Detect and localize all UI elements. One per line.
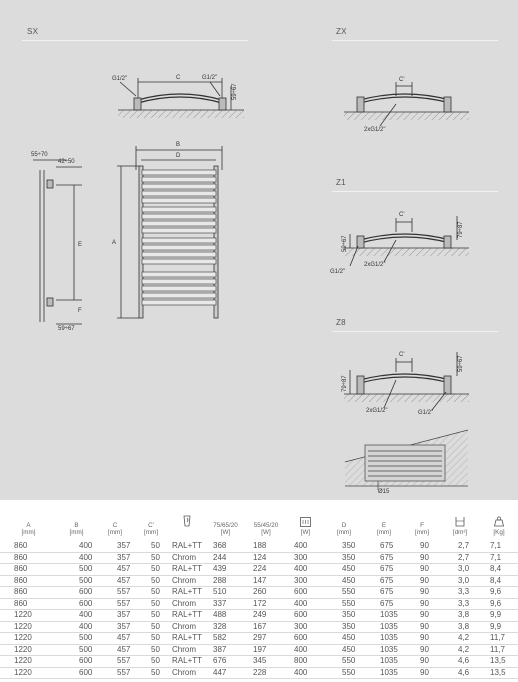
table-cell: RAL+TT (168, 633, 206, 645)
table-cell: 860 (0, 575, 57, 587)
table-cell: 3,8 (440, 610, 480, 622)
table-cell: 860 (0, 587, 57, 599)
sx-side-view (33, 160, 82, 324)
table-cell: 9,6 (480, 598, 518, 610)
heating-element-icon (300, 517, 311, 527)
sx-rail (142, 191, 216, 196)
table-cell: 500 (57, 633, 96, 645)
table-cell: 124 (245, 552, 287, 564)
table-cell: 1035 (364, 656, 404, 668)
table-cell: 9,6 (480, 587, 518, 599)
table-cell: 50 (134, 575, 168, 587)
header-a: A (26, 522, 31, 529)
table-cell: 400 (287, 541, 324, 552)
z1-59-67-label: 59÷67 (342, 235, 348, 252)
header-d: D (341, 522, 347, 529)
sx-f-label: F (78, 308, 82, 314)
table-cell: 1220 (0, 667, 57, 679)
table-cell: 557 (96, 656, 134, 668)
sx-rail (142, 279, 216, 284)
table-cell: 675 (364, 541, 404, 552)
table-cell: 50 (134, 656, 168, 668)
table-cell: 510 (206, 587, 245, 599)
unit-d: [mm] (337, 529, 351, 536)
table-cell: 676 (206, 656, 245, 668)
sx-rail (142, 252, 216, 257)
header-output-55: 55/45/20 (253, 522, 279, 529)
sx-59-67-label: 59÷67 (58, 326, 75, 332)
table-cell: 350 (324, 621, 364, 633)
table-cell: 500 (57, 575, 96, 587)
header-output-75: 75/65/20 (213, 522, 238, 529)
table-cell: 350 (324, 541, 364, 552)
table-cell: 400 (287, 644, 324, 656)
z1-2xg12-label: 2xG1/2" (364, 262, 386, 268)
table-cell: 457 (96, 633, 134, 645)
table-cell: 7,1 (480, 552, 518, 564)
sx-g12-left-label: G1/2" (112, 76, 128, 82)
table-cell: 4,2 (440, 644, 480, 656)
table-cell: RAL+TT (168, 541, 206, 552)
table-cell: 800 (287, 656, 324, 668)
table-cell: 1035 (364, 644, 404, 656)
table-cell: 1035 (364, 610, 404, 622)
table-cell: 297 (245, 633, 287, 645)
header-c-prime: C' (148, 522, 154, 529)
table-row (0, 598, 518, 610)
table-cell: 1035 (364, 633, 404, 645)
table-cell: 1220 (0, 644, 57, 656)
unit-finish (168, 529, 206, 541)
table-cell: 2,7 (440, 541, 480, 552)
unit-f: [mm] (415, 529, 429, 536)
table-row (0, 575, 518, 587)
table-row (0, 587, 518, 599)
unit-output-55: [W] (261, 529, 271, 536)
table-cell: 90 (404, 656, 440, 668)
table-cell: 400 (57, 552, 96, 564)
table-cell: 675 (364, 564, 404, 576)
sx-rail (142, 221, 216, 226)
sx-rail (142, 286, 216, 291)
table-cell: 350 (324, 552, 364, 564)
table-cell: 172 (245, 598, 287, 610)
sx-rail (142, 238, 216, 243)
header-b: B (74, 522, 79, 529)
table-row (0, 633, 518, 645)
table-cell: 675 (364, 552, 404, 564)
table-cell: 4,2 (440, 633, 480, 645)
table-row (0, 644, 518, 656)
table-cell: 9,9 (480, 610, 518, 622)
sx-rail (142, 214, 216, 219)
table-cell: 447 (206, 667, 245, 679)
table-cell: 90 (404, 598, 440, 610)
table-cell: 50 (134, 541, 168, 552)
table-row (0, 621, 518, 633)
section-title-zx: ZX (336, 27, 347, 36)
table-cell: 1035 (364, 621, 404, 633)
z1-79-87-label: 79÷87 (458, 221, 464, 238)
sx-rail (142, 198, 216, 203)
table-cell: RAL+TT (168, 610, 206, 622)
sketch-dim-label: Ø15 (378, 489, 390, 495)
table-cell: Chrom (168, 667, 206, 679)
table-cell: 450 (324, 644, 364, 656)
table-cell: 550 (324, 598, 364, 610)
table-cell: 582 (206, 633, 245, 645)
table-cell: 337 (206, 598, 245, 610)
table-cell: 860 (0, 552, 57, 564)
table-cell: 90 (404, 587, 440, 599)
install-sketch (345, 430, 468, 490)
weight-icon (494, 516, 504, 527)
table-cell: 550 (324, 587, 364, 599)
table-cell: 50 (134, 587, 168, 599)
sx-rail (142, 207, 216, 212)
table-cell: 600 (287, 610, 324, 622)
header-f: F (420, 522, 424, 529)
unit-heater: [W] (300, 529, 311, 536)
table-cell: 860 (0, 598, 57, 610)
z1-g12-label: G1/2" (330, 269, 346, 275)
unit-b: [mm] (69, 529, 84, 536)
table-cell: 11,7 (480, 633, 518, 645)
table-cell: 457 (96, 644, 134, 656)
header-heater (287, 515, 324, 529)
sx-rail (142, 228, 216, 233)
water-volume-icon (455, 516, 465, 527)
table-cell: 3,0 (440, 575, 480, 587)
sx-rail (142, 245, 216, 250)
table-cell: 50 (134, 633, 168, 645)
table-cell: 357 (96, 552, 134, 564)
sx-c-label: C (176, 75, 181, 81)
table-cell: 4,6 (440, 667, 480, 679)
table-units-row (0, 529, 518, 541)
table-cell: 345 (245, 656, 287, 668)
sx-g12-right-label: G1/2" (202, 75, 218, 81)
table-cell: 50 (134, 667, 168, 679)
table-cell: 1220 (0, 656, 57, 668)
table-cell: 557 (96, 587, 134, 599)
table-row (0, 656, 518, 668)
unit-c: [mm] (108, 529, 122, 536)
table-cell: 500 (57, 644, 96, 656)
table-cell: 439 (206, 564, 245, 576)
z8-59-67-label: 59÷67 (458, 355, 464, 372)
z8-79-87-label: 79÷87 (342, 375, 348, 392)
header-c: C (112, 522, 118, 529)
table-cell: 457 (96, 575, 134, 587)
table-cell: Chrom (168, 552, 206, 564)
table-cell: 188 (245, 541, 287, 552)
zx-cprime-label: C' (399, 77, 405, 83)
sx-42-50-label: 42÷50 (58, 159, 75, 165)
table-cell: 400 (57, 621, 96, 633)
table-cell: 3,8 (440, 621, 480, 633)
table-cell: 3,3 (440, 587, 480, 599)
table-cell: 675 (364, 575, 404, 587)
table-cell: 357 (96, 621, 134, 633)
table-cell: 9,9 (480, 621, 518, 633)
table-cell: 3,3 (440, 598, 480, 610)
table-cell: 368 (206, 541, 245, 552)
table-cell: 90 (404, 621, 440, 633)
table-cell: 90 (404, 610, 440, 622)
table-cell: 675 (364, 587, 404, 599)
section-title-z1: Z1 (336, 178, 346, 187)
table-cell: RAL+TT (168, 587, 206, 599)
sx-rail (142, 184, 216, 189)
header-finish (168, 515, 206, 529)
table-cell: 600 (57, 598, 96, 610)
table-row (0, 667, 518, 679)
table-cell: 13,5 (480, 656, 518, 668)
table-cell: 1220 (0, 621, 57, 633)
table-cell: 90 (404, 667, 440, 679)
section-title-sx: SX (27, 27, 39, 36)
sx-height-label: 59÷67 (232, 83, 238, 100)
table-cell: 675 (364, 598, 404, 610)
z1-view (344, 216, 469, 266)
table-cell: 4,6 (440, 656, 480, 668)
table-cell: 500 (57, 564, 96, 576)
table-cell: 557 (96, 598, 134, 610)
table-cell: 557 (96, 667, 134, 679)
sx-55-70-label: 55÷70 (31, 152, 48, 158)
spec-table (0, 515, 518, 679)
z8-g12-label: G1/2" (418, 410, 434, 416)
table-cell: 7,1 (480, 541, 518, 552)
paint-can-icon (182, 515, 192, 527)
unit-e: [mm] (377, 529, 391, 536)
unit-a: [mm] (21, 529, 36, 536)
sx-d-label: D (176, 153, 181, 159)
table-cell: 550 (324, 667, 364, 679)
table-row (0, 552, 518, 564)
table-cell: 90 (404, 552, 440, 564)
sx-b-label: B (176, 142, 181, 148)
table-cell: Chrom (168, 621, 206, 633)
table-cell: 249 (245, 610, 287, 622)
table-cell: 400 (287, 598, 324, 610)
table-cell: 387 (206, 644, 245, 656)
unit-output-75: [W] (220, 529, 231, 536)
table-row (0, 541, 518, 552)
table-cell: 197 (245, 644, 287, 656)
table-cell: 50 (134, 610, 168, 622)
table-cell: 328 (206, 621, 245, 633)
sx-rails (142, 170, 216, 305)
table-cell: 600 (287, 587, 324, 599)
spec-table-wrapper (0, 515, 518, 679)
table-cell: 224 (245, 564, 287, 576)
table-cell: 228 (245, 667, 287, 679)
table-cell: 50 (134, 598, 168, 610)
zx-view (344, 82, 469, 126)
sx-rail (142, 170, 216, 175)
table-cell: 400 (287, 564, 324, 576)
table-cell: 90 (404, 564, 440, 576)
sx-e-label: E (78, 242, 83, 248)
table-cell: 167 (245, 621, 287, 633)
header-e: E (381, 522, 387, 529)
table-cell: 147 (245, 575, 287, 587)
sx-rail (142, 300, 216, 305)
z8-cprime-label: C' (399, 352, 405, 358)
table-cell: 244 (206, 552, 245, 564)
table-cell: 11,7 (480, 644, 518, 656)
unit-weight: [Kg] (493, 529, 505, 536)
section-title-z8: Z8 (336, 318, 346, 327)
table-cell: 600 (57, 656, 96, 668)
zx-2xg12-label: 2xG1/2" (364, 127, 386, 133)
table-cell: 3,0 (440, 564, 480, 576)
header-volume (440, 515, 480, 529)
table-cell: 90 (404, 633, 440, 645)
z1-cprime-label: C' (399, 212, 405, 218)
sx-rail (142, 272, 216, 277)
table-cell: Chrom (168, 598, 206, 610)
table-cell: 600 (287, 633, 324, 645)
table-cell: 357 (96, 610, 134, 622)
sx-top-view (118, 78, 244, 118)
z8-2xg12-label: 2xG1/2" (366, 408, 388, 414)
table-cell: 357 (96, 541, 134, 552)
sx-rail (142, 177, 216, 182)
table-row (0, 610, 518, 622)
table-cell: 1035 (364, 667, 404, 679)
table-cell: RAL+TT (168, 656, 206, 668)
table-cell: 50 (134, 621, 168, 633)
z8-view (344, 352, 469, 410)
table-cell: 350 (324, 610, 364, 622)
sx-rail (142, 293, 216, 298)
table-cell: 450 (324, 633, 364, 645)
table-row (0, 564, 518, 576)
table-cell: Chrom (168, 644, 206, 656)
table-cell: Chrom (168, 575, 206, 587)
table-cell: 300 (287, 552, 324, 564)
table-cell: 600 (57, 667, 96, 679)
table-cell: 600 (57, 587, 96, 599)
table-cell: 8,4 (480, 575, 518, 587)
table-header-row (0, 515, 518, 529)
table-cell: 13,5 (480, 667, 518, 679)
table-cell: 457 (96, 564, 134, 576)
table-cell: 860 (0, 541, 57, 552)
table-cell: 90 (404, 541, 440, 552)
table-cell: 860 (0, 564, 57, 576)
sx-a-label: A (112, 240, 117, 246)
table-cell: 90 (404, 575, 440, 587)
table-cell: 50 (134, 644, 168, 656)
table-cell: 90 (404, 644, 440, 656)
unit-volume: [dm³] (452, 529, 468, 536)
table-cell: 550 (324, 656, 364, 668)
sx-rail (142, 259, 216, 264)
table-cell: 50 (134, 552, 168, 564)
table-body (0, 541, 518, 679)
table-cell: 400 (57, 610, 96, 622)
table-cell: 288 (206, 575, 245, 587)
table-cell: 1220 (0, 633, 57, 645)
unit-c-prime: [mm] (144, 529, 158, 536)
table-cell: 450 (324, 564, 364, 576)
table-cell: 488 (206, 610, 245, 622)
table-cell: RAL+TT (168, 564, 206, 576)
table-cell: 2,7 (440, 552, 480, 564)
table-cell: 450 (324, 575, 364, 587)
table-cell: 50 (134, 564, 168, 576)
table-cell: 8,4 (480, 564, 518, 576)
header-weight (480, 515, 518, 529)
table-cell: 300 (287, 575, 324, 587)
table-cell: 400 (57, 541, 96, 552)
table-cell: 260 (245, 587, 287, 599)
table-cell: 400 (287, 667, 324, 679)
table-cell: 1220 (0, 610, 57, 622)
table-cell: 300 (287, 621, 324, 633)
